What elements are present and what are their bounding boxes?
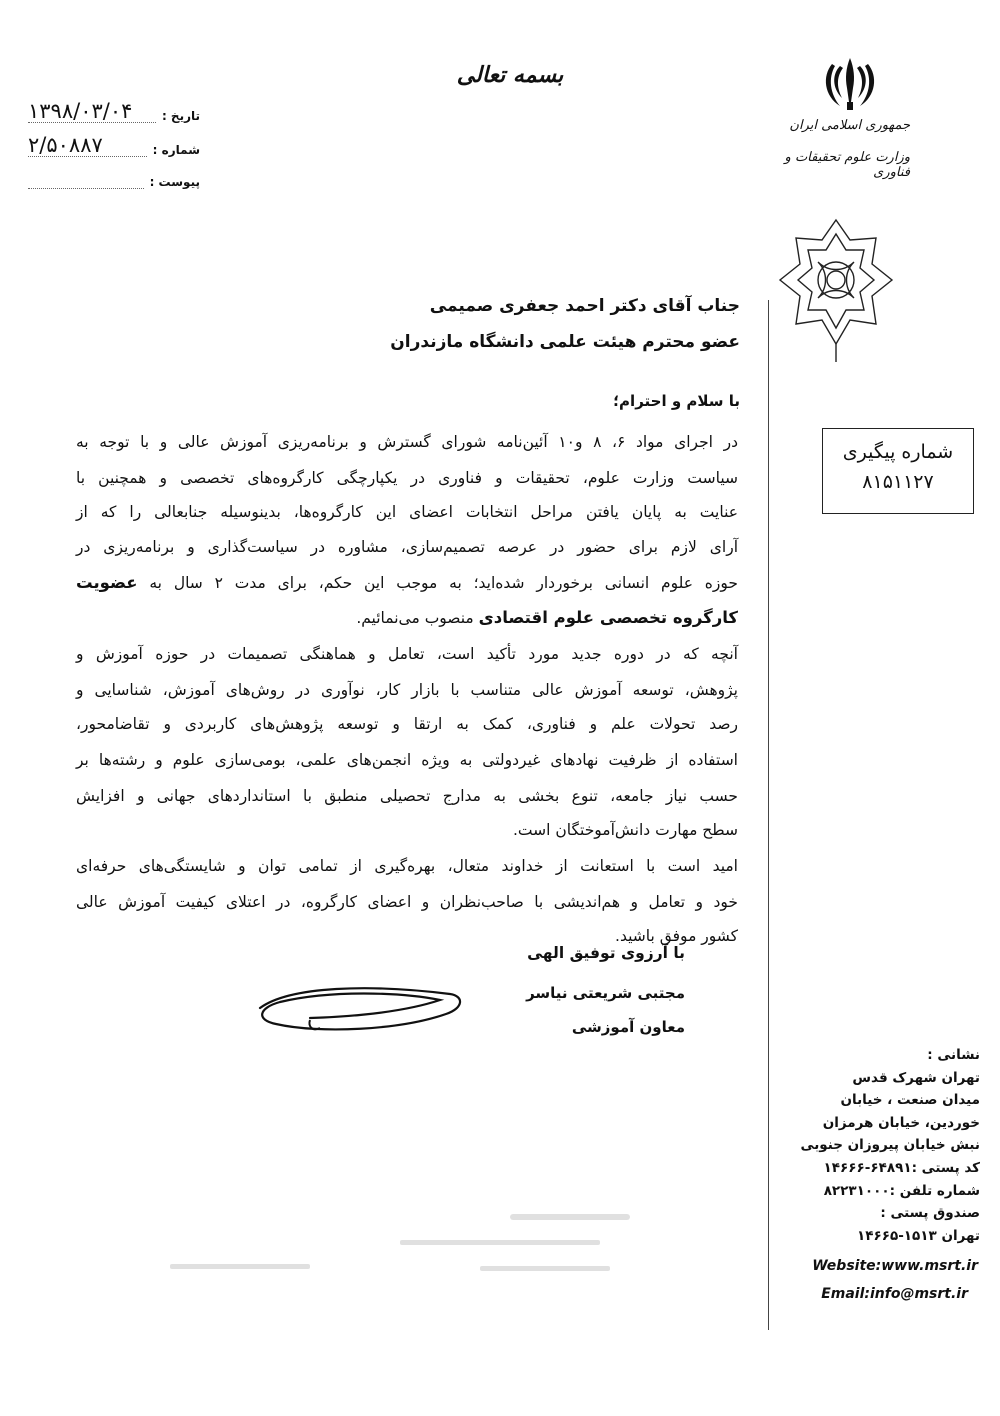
body-line: امید است با استعانت از خداوند متعال، بهره‌گیری از تمامی توان و شایستگی‌های حرفه‌ای [76,857,738,875]
body-line-text: حوزه علوم انسانی برخوردار شده‌اید؛ به موجب این حکم، برای مدت ۲ سال به [149,574,738,592]
postal-code: کد پستی :۶۴۸۹۱-۱۴۶۶۶ [823,1159,980,1176]
body-line: استفاده از ظرفیت نهادهای غیردولتی به ویژه انجمن‌های علمی، بومی‌سازی علوم و رشته‌ها بر [76,751,738,769]
closing-phrase: با آرزوی توفیق الهی [527,944,685,962]
tracking-label: شماره پیگیری [842,441,954,463]
website-link[interactable]: Website:www.msrt.ir [812,1258,978,1274]
date-row [28,100,200,123]
tracking-number-box [822,428,974,514]
number-value: ۲/۵۰۸۸۷ [28,134,147,157]
body-line: عنایت به پایان یافتن مراحل انتخابات اعضای این کارگروه‌ها، بدینوسیله جنابعالی را که از [76,503,738,521]
membership-emphasis: عضویت [76,573,138,592]
recipient-position: عضو محترم هیئت علمی دانشگاه مازندران [390,332,740,352]
body-line: آنچه که در دوره جدید مورد تأکید است، تعامل و هماهنگی تصمیمات در حوزه آموزش و [76,645,738,663]
number-row [28,134,200,157]
address-line: نبش خیابان پیروزان جنوبی [800,1137,980,1154]
body-line: سیاست وزارت علوم، تحقیقات و فناوری در یکپارچگی کارگروه‌های تخصصی و همچنین با [76,469,738,487]
body-line: در اجرای مواد ۶، ۸ و۱۰ آئین‌نامه شورای گسترش و برنامه‌ریزی آموزش عالی و با توجه به [76,433,738,451]
body-line: رصد تحولات علم و فناوری، کمک به ارتقا و توسعه پژوهش‌های کاربردی و تقاضامحور، [76,715,738,733]
attachment-label: پیوست : [149,175,200,189]
address-line: میدان صنعت ، خیابان [840,1092,980,1109]
iran-emblem-icon [818,54,882,114]
bismillah-heading: بسمه تعالی [456,62,564,88]
address-line: تهران شهرک قدس [852,1069,980,1086]
email-link[interactable]: Email:info@msrt.ir [821,1286,968,1302]
attachment-value [28,166,144,189]
body-line: آرای لازم برای حضور در عرصه تصمیم‌سازی، مشاوره در سیاست‌گذاری و برنامه‌ریزی در [76,538,738,556]
tracking-number: ۸۱۵۱۱۲۷ [862,471,934,493]
signer-title: معاون آموزشی [571,1018,685,1036]
date-label: تاریخ : [161,109,200,123]
margin-divider-line [768,300,769,1330]
body-line: خود و تعامل و هم‌اندیشی با صاحب‌نظران و اعضای کارگروه، در اعتلای کیفیت آموزش عالی [76,893,738,911]
body-line: حسب نیاز جامعه، تنوع بخشی به مدارج تحصیلی منطبق با استانداردهای جهانی و افزایش [76,787,738,805]
body-line [76,608,738,628]
salutation: با سلام و احترام؛ [613,392,740,410]
address-line: خوردین، خیابان هرمزان [822,1114,980,1131]
ministry-name: وزارت علوم تحقیقات و فناوری [784,150,910,180]
date-value: ۱۳۹۸/۰۳/۰۴ [28,100,156,123]
po-box-label: صندوق پستی : [880,1205,980,1222]
body-line-text: منصوب می‌نمائیم. [356,609,479,627]
recipient-name: جناب آقای دکتر احمد جعفری صمیمی [429,296,740,316]
body-line: پژوهش، توسعه آموزش عالی متناسب با بازار کار، نوآوری در روش‌های آموزش، شناسایی و [76,681,738,699]
po-box-value: تهران ۱۵۱۳-۱۴۶۶۵ [856,1227,980,1244]
body-line: کشور موفق باشید. [615,927,738,945]
phone-number: شماره تلفن :۸۲۲۳۱۰۰۰ [823,1182,980,1199]
handwritten-signature-icon [250,980,470,1040]
islamic-ornament-icon [776,216,896,366]
signer-name: مجتبی شریعتی نیاسر [526,984,685,1002]
number-label: شماره : [152,143,200,157]
address-block [780,1044,980,1247]
faded-stamp-smudge [150,1200,670,1290]
body-line [76,573,738,593]
attachment-row [28,166,200,189]
body-line: سطح مهارت دانش‌آموختگان است. [513,821,738,839]
address-line: نشانی : [927,1047,980,1063]
working-group-name: کارگروه تخصصی علوم اقتصادی [478,608,738,627]
republic-name: جمهوری اسلامی ایران [789,118,910,133]
